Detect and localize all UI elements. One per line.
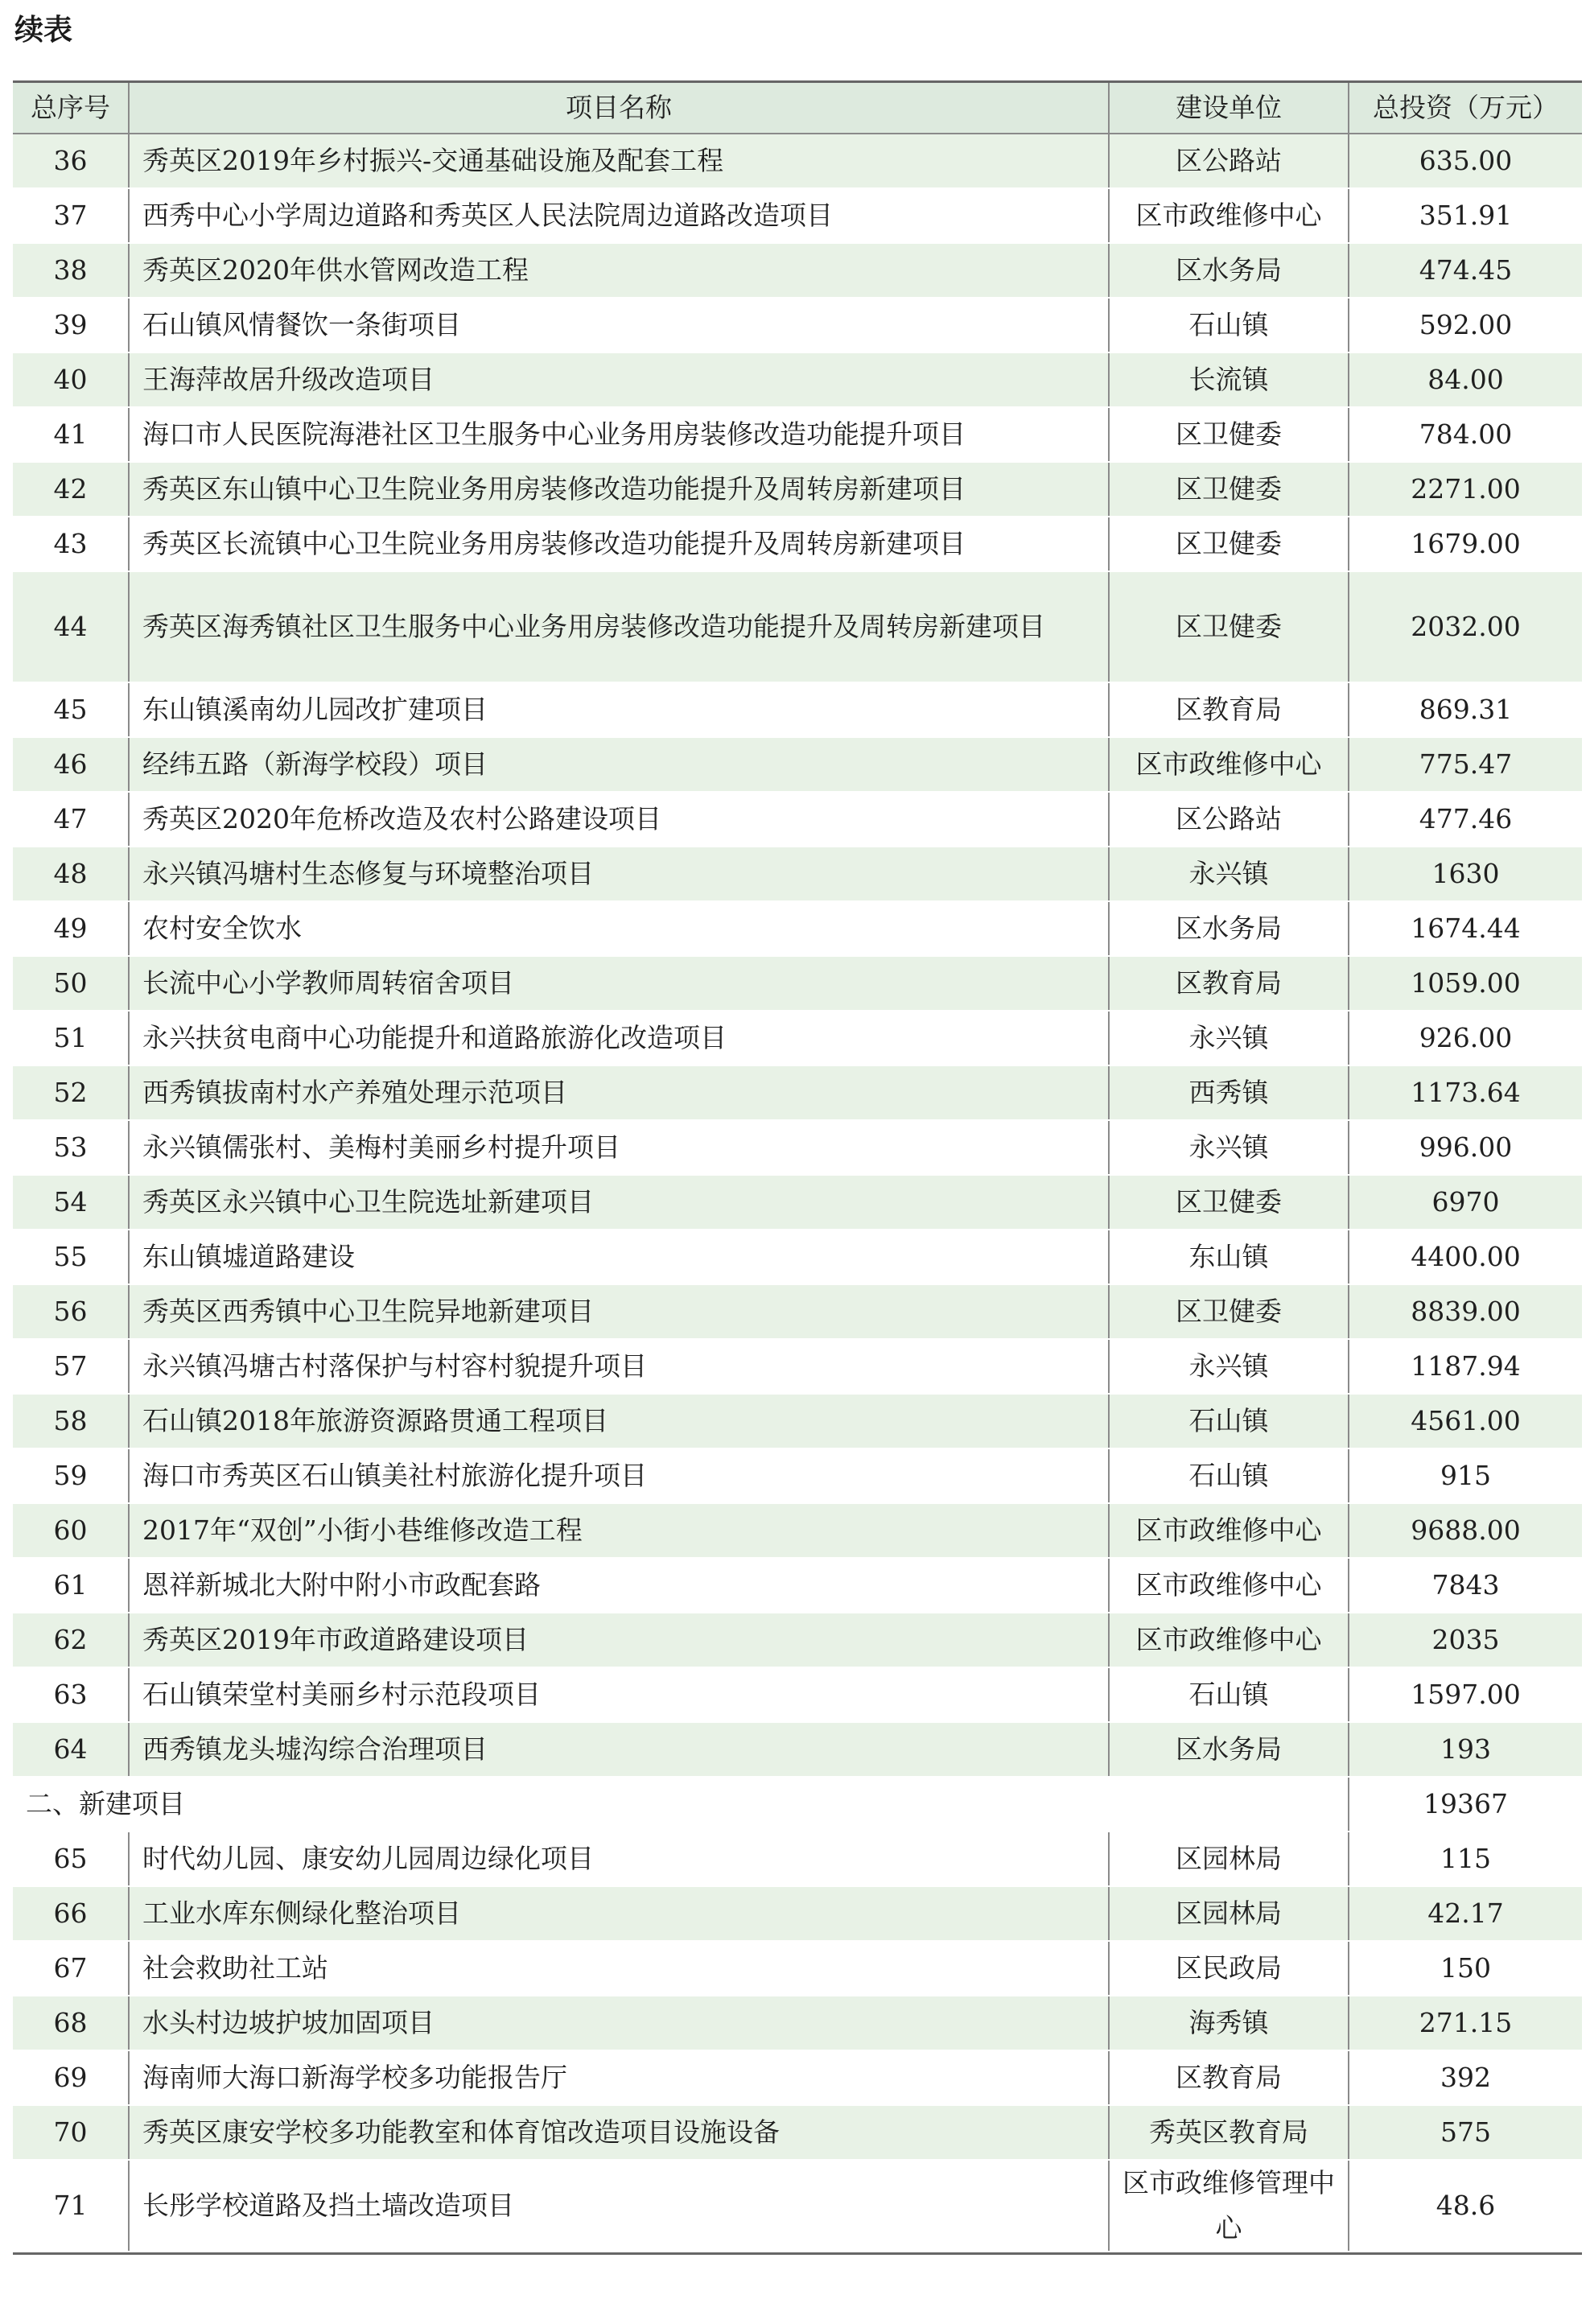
row-total-investment: 635.00 xyxy=(1349,134,1582,188)
table-body-new xyxy=(13,1832,1582,2252)
row-project-name: 石山镇荣堂村美丽乡村示范段项目 xyxy=(129,1667,1109,1722)
row-construction-unit: 区卫健委 xyxy=(1109,517,1349,571)
row-project-name: 永兴镇冯塘村生态修复与环境整治项目 xyxy=(129,847,1109,901)
row-construction-unit: 秀英区教育局 xyxy=(1109,2105,1349,2160)
header-project-name: 项目名称 xyxy=(129,83,1109,134)
row-project-name: 海口市人民医院海港社区卫生服务中心业务用房装修改造功能提升项目 xyxy=(129,407,1109,462)
row-total-investment: 271.15 xyxy=(1349,1996,1582,2050)
table-row xyxy=(13,298,1582,352)
row-total-investment: 592.00 xyxy=(1349,298,1582,352)
row-serial-number: 45 xyxy=(13,682,129,737)
row-construction-unit: 区园林局 xyxy=(1109,1886,1349,1941)
table-row xyxy=(13,352,1582,407)
row-construction-unit: 区教育局 xyxy=(1109,956,1349,1011)
row-construction-unit: 区公路站 xyxy=(1109,792,1349,847)
row-total-investment: 1597.00 xyxy=(1349,1667,1582,1722)
table-row xyxy=(13,1886,1582,1941)
row-project-name: 秀英区2019年乡村振兴-交通基础设施及配套工程 xyxy=(129,134,1109,188)
row-total-investment: 926.00 xyxy=(1349,1011,1582,1065)
table-row xyxy=(13,2160,1582,2252)
table-row xyxy=(13,847,1582,901)
section-amount: 19367 xyxy=(1349,1777,1582,1832)
row-project-name: 秀英区东山镇中心卫生院业务用房装修改造功能提升及周转房新建项目 xyxy=(129,462,1109,517)
row-total-investment: 575 xyxy=(1349,2105,1582,2160)
row-serial-number: 64 xyxy=(13,1722,129,1777)
row-project-name: 长彤学校道路及挡土墙改造项目 xyxy=(129,2160,1109,2252)
row-total-investment: 2271.00 xyxy=(1349,462,1582,517)
section-row xyxy=(13,1777,1582,1832)
row-total-investment: 392 xyxy=(1349,2050,1582,2105)
table-header xyxy=(13,83,1582,134)
row-project-name: 工业水库东侧绿化整治项目 xyxy=(129,1886,1109,1941)
row-project-name: 秀英区2020年供水管网改造工程 xyxy=(129,243,1109,298)
row-construction-unit: 区卫健委 xyxy=(1109,571,1349,682)
row-total-investment: 1187.94 xyxy=(1349,1339,1582,1394)
row-project-name: 经纬五路（新海学校段）项目 xyxy=(129,737,1109,792)
row-serial-number: 60 xyxy=(13,1503,129,1558)
table-row xyxy=(13,1832,1582,1886)
row-serial-number: 70 xyxy=(13,2105,129,2160)
row-serial-number: 54 xyxy=(13,1175,129,1230)
row-total-investment: 915 xyxy=(1349,1448,1582,1503)
row-serial-number: 53 xyxy=(13,1120,129,1175)
table-row xyxy=(13,462,1582,517)
row-construction-unit: 区卫健委 xyxy=(1109,407,1349,462)
table-row xyxy=(13,1175,1582,1230)
row-serial-number: 50 xyxy=(13,956,129,1011)
table-row xyxy=(13,1941,1582,1996)
row-serial-number: 56 xyxy=(13,1284,129,1339)
table-row xyxy=(13,134,1582,188)
row-project-name: 2017年“双创”小街小巷维修改造工程 xyxy=(129,1503,1109,1558)
row-construction-unit: 石山镇 xyxy=(1109,1667,1349,1722)
row-serial-number: 65 xyxy=(13,1832,129,1886)
row-construction-unit: 区市政维修中心 xyxy=(1109,1613,1349,1667)
header-total-investment: 总投资（万元） xyxy=(1349,83,1582,134)
row-project-name: 秀英区西秀镇中心卫生院异地新建项目 xyxy=(129,1284,1109,1339)
row-construction-unit: 区市政维修中心 xyxy=(1109,188,1349,243)
table-row xyxy=(13,1339,1582,1394)
row-total-investment: 9688.00 xyxy=(1349,1503,1582,1558)
table-row xyxy=(13,1230,1582,1284)
row-project-name: 农村安全饮水 xyxy=(129,901,1109,956)
row-total-investment: 193 xyxy=(1349,1722,1582,1777)
investment-table xyxy=(13,80,1582,2255)
row-project-name: 社会救助社工站 xyxy=(129,1941,1109,1996)
row-serial-number: 69 xyxy=(13,2050,129,2105)
row-serial-number: 57 xyxy=(13,1339,129,1394)
row-construction-unit: 石山镇 xyxy=(1109,1448,1349,1503)
row-project-name: 永兴镇儒张村、美梅村美丽乡村提升项目 xyxy=(129,1120,1109,1175)
row-serial-number: 68 xyxy=(13,1996,129,2050)
row-construction-unit: 永兴镇 xyxy=(1109,847,1349,901)
row-total-investment: 474.45 xyxy=(1349,243,1582,298)
row-construction-unit: 区民政局 xyxy=(1109,1941,1349,1996)
row-serial-number: 47 xyxy=(13,792,129,847)
row-construction-unit: 区市政维修管理中心 xyxy=(1109,2160,1349,2252)
row-construction-unit: 区水务局 xyxy=(1109,901,1349,956)
row-total-investment: 775.47 xyxy=(1349,737,1582,792)
table-row xyxy=(13,2105,1582,2160)
row-construction-unit: 西秀镇 xyxy=(1109,1065,1349,1120)
table-row xyxy=(13,1011,1582,1065)
table-row xyxy=(13,1996,1582,2050)
section-new-projects xyxy=(13,1777,1582,1832)
row-total-investment: 84.00 xyxy=(1349,352,1582,407)
row-project-name: 秀英区2019年市政道路建设项目 xyxy=(129,1613,1109,1667)
row-total-investment: 1173.64 xyxy=(1349,1065,1582,1120)
table-row xyxy=(13,571,1582,682)
row-serial-number: 44 xyxy=(13,571,129,682)
table-row xyxy=(13,682,1582,737)
row-construction-unit: 区市政维修中心 xyxy=(1109,1503,1349,1558)
row-construction-unit: 石山镇 xyxy=(1109,1394,1349,1448)
row-total-investment: 7843 xyxy=(1349,1558,1582,1613)
row-total-investment: 351.91 xyxy=(1349,188,1582,243)
header-serial-number: 总序号 xyxy=(13,83,129,134)
row-project-name: 秀英区长流镇中心卫生院业务用房装修改造功能提升及周转房新建项目 xyxy=(129,517,1109,571)
row-serial-number: 42 xyxy=(13,462,129,517)
row-serial-number: 39 xyxy=(13,298,129,352)
row-serial-number: 51 xyxy=(13,1011,129,1065)
row-construction-unit: 区卫健委 xyxy=(1109,462,1349,517)
row-total-investment: 1674.44 xyxy=(1349,901,1582,956)
row-construction-unit: 区市政维修中心 xyxy=(1109,1558,1349,1613)
row-serial-number: 49 xyxy=(13,901,129,956)
row-total-investment: 42.17 xyxy=(1349,1886,1582,1941)
header-construction-unit: 建设单位 xyxy=(1109,83,1349,134)
row-project-name: 秀英区海秀镇社区卫生服务中心业务用房装修改造功能提升及周转房新建项目 xyxy=(129,571,1109,682)
row-project-name: 石山镇风情餐饮一条街项目 xyxy=(129,298,1109,352)
row-construction-unit: 区教育局 xyxy=(1109,682,1349,737)
row-serial-number: 66 xyxy=(13,1886,129,1941)
table-row xyxy=(13,1613,1582,1667)
row-construction-unit: 永兴镇 xyxy=(1109,1339,1349,1394)
row-project-name: 西秀镇龙头墟沟综合治理项目 xyxy=(129,1722,1109,1777)
table-row xyxy=(13,1065,1582,1120)
row-serial-number: 62 xyxy=(13,1613,129,1667)
row-total-investment: 2032.00 xyxy=(1349,571,1582,682)
row-serial-number: 38 xyxy=(13,243,129,298)
row-construction-unit: 永兴镇 xyxy=(1109,1120,1349,1175)
row-construction-unit: 石山镇 xyxy=(1109,298,1349,352)
table-row xyxy=(13,1722,1582,1777)
row-serial-number: 58 xyxy=(13,1394,129,1448)
row-total-investment: 1059.00 xyxy=(1349,956,1582,1011)
table-row xyxy=(13,1558,1582,1613)
table-row xyxy=(13,243,1582,298)
row-construction-unit: 区卫健委 xyxy=(1109,1175,1349,1230)
table-row xyxy=(13,1120,1582,1175)
row-project-name: 东山镇墟道路建设 xyxy=(129,1230,1109,1284)
row-serial-number: 37 xyxy=(13,188,129,243)
row-project-name: 恩祥新城北大附中附小市政配套路 xyxy=(129,1558,1109,1613)
row-total-investment: 477.46 xyxy=(1349,792,1582,847)
row-project-name: 永兴镇冯塘古村落保护与村容村貌提升项目 xyxy=(129,1339,1109,1394)
row-total-investment: 150 xyxy=(1349,1941,1582,1996)
row-project-name: 水头村边坡护坡加固项目 xyxy=(129,1996,1109,2050)
row-construction-unit: 长流镇 xyxy=(1109,352,1349,407)
row-serial-number: 55 xyxy=(13,1230,129,1284)
row-serial-number: 36 xyxy=(13,134,129,188)
row-serial-number: 71 xyxy=(13,2160,129,2252)
table-row xyxy=(13,956,1582,1011)
row-construction-unit: 区水务局 xyxy=(1109,1722,1349,1777)
row-total-investment: 8839.00 xyxy=(1349,1284,1582,1339)
row-project-name: 永兴扶贫电商中心功能提升和道路旅游化改造项目 xyxy=(129,1011,1109,1065)
table-row xyxy=(13,901,1582,956)
table-row xyxy=(13,1394,1582,1448)
row-construction-unit: 区园林局 xyxy=(1109,1832,1349,1886)
row-project-name: 秀英区2020年危桥改造及农村公路建设项目 xyxy=(129,792,1109,847)
row-total-investment: 869.31 xyxy=(1349,682,1582,737)
table-row xyxy=(13,2050,1582,2105)
row-construction-unit: 东山镇 xyxy=(1109,1230,1349,1284)
table-body-continued xyxy=(13,134,1582,1777)
row-total-investment: 1679.00 xyxy=(1349,517,1582,571)
row-project-name: 时代幼儿园、康安幼儿园周边绿化项目 xyxy=(129,1832,1109,1886)
row-project-name: 海南师大海口新海学校多功能报告厅 xyxy=(129,2050,1109,2105)
row-project-name: 秀英区永兴镇中心卫生院选址新建项目 xyxy=(129,1175,1109,1230)
table-row xyxy=(13,1448,1582,1503)
row-project-name: 石山镇2018年旅游资源路贯通工程项目 xyxy=(129,1394,1109,1448)
row-total-investment: 115 xyxy=(1349,1832,1582,1886)
row-project-name: 西秀中心小学周边道路和秀英区人民法院周边道路改造项目 xyxy=(129,188,1109,243)
row-construction-unit: 区公路站 xyxy=(1109,134,1349,188)
row-project-name: 海口市秀英区石山镇美社村旅游化提升项目 xyxy=(129,1448,1109,1503)
row-project-name: 长流中心小学教师周转宿舍项目 xyxy=(129,956,1109,1011)
row-total-investment: 1630 xyxy=(1349,847,1582,901)
row-project-name: 东山镇溪南幼儿园改扩建项目 xyxy=(129,682,1109,737)
table-row xyxy=(13,1503,1582,1558)
row-total-investment: 2035 xyxy=(1349,1613,1582,1667)
row-serial-number: 41 xyxy=(13,407,129,462)
row-construction-unit: 永兴镇 xyxy=(1109,1011,1349,1065)
table-row xyxy=(13,517,1582,571)
row-construction-unit: 区教育局 xyxy=(1109,2050,1349,2105)
row-serial-number: 59 xyxy=(13,1448,129,1503)
row-total-investment: 48.6 xyxy=(1349,2160,1582,2252)
row-construction-unit: 海秀镇 xyxy=(1109,1996,1349,2050)
page-title: 续表 xyxy=(14,14,73,47)
row-project-name: 秀英区康安学校多功能教室和体育馆改造项目设施设备 xyxy=(129,2105,1109,2160)
table-row xyxy=(13,1667,1582,1722)
row-total-investment: 4400.00 xyxy=(1349,1230,1582,1284)
row-total-investment: 6970 xyxy=(1349,1175,1582,1230)
row-total-investment: 996.00 xyxy=(1349,1120,1582,1175)
section-label: 二、新建项目 xyxy=(13,1777,1349,1832)
row-serial-number: 52 xyxy=(13,1065,129,1120)
row-serial-number: 43 xyxy=(13,517,129,571)
row-construction-unit: 区卫健委 xyxy=(1109,1284,1349,1339)
row-construction-unit: 区水务局 xyxy=(1109,243,1349,298)
table-row xyxy=(13,792,1582,847)
row-serial-number: 67 xyxy=(13,1941,129,1996)
table-row xyxy=(13,1284,1582,1339)
row-serial-number: 61 xyxy=(13,1558,129,1613)
row-serial-number: 40 xyxy=(13,352,129,407)
table-row xyxy=(13,407,1582,462)
row-project-name: 王海萍故居升级改造项目 xyxy=(129,352,1109,407)
row-serial-number: 48 xyxy=(13,847,129,901)
row-total-investment: 784.00 xyxy=(1349,407,1582,462)
table-row xyxy=(13,188,1582,243)
row-project-name: 西秀镇拔南村水产养殖处理示范项目 xyxy=(129,1065,1109,1120)
row-serial-number: 46 xyxy=(13,737,129,792)
row-total-investment: 4561.00 xyxy=(1349,1394,1582,1448)
row-construction-unit: 区市政维修中心 xyxy=(1109,737,1349,792)
table-row xyxy=(13,737,1582,792)
row-serial-number: 63 xyxy=(13,1667,129,1722)
